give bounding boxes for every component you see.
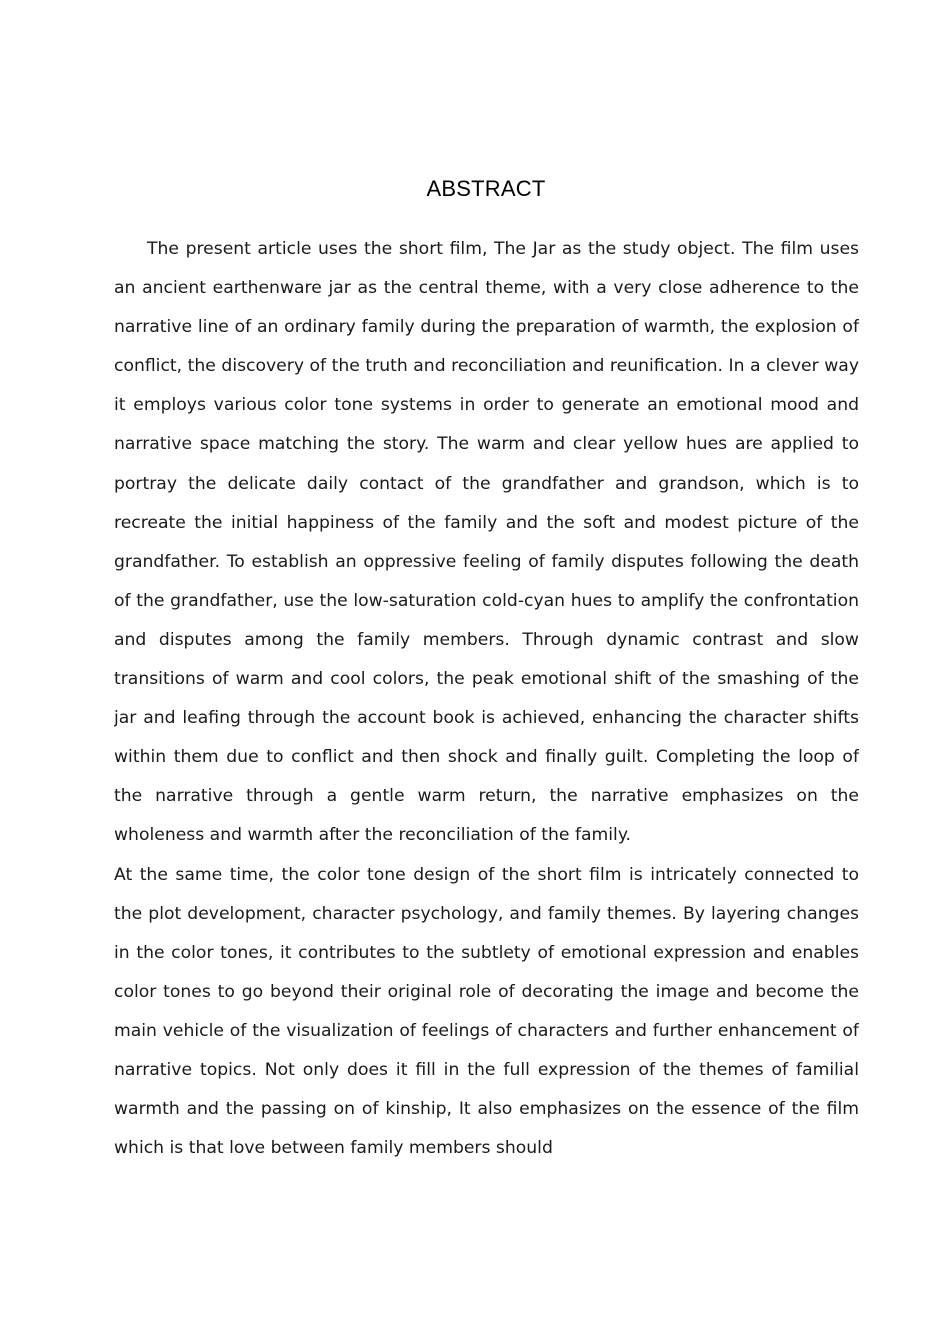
abstract-title: ABSTRACT bbox=[426, 176, 546, 201]
abstract-paragraph-1: The present article uses the short film, The Jar as the study object. The film uses an ancient earthenware jar as the central theme, with a very close adherence to the narrative line of an ordinary family during the preparation of warmth, the explosion of conflict, the discovery of the truth and reconciliation and reunification. In a clever way it employs various color tone systems in order to generate an emotional mood and narrative space matching the story. The warm and clear yellow hues are applied to portray the delicate daily contact of the grandfather and grandson, which is to recreate the initial happiness of the family and the soft and modest picture of the grandfather. To establish an oppressive feeling of family disputes following the death of the grandfather, use the low-saturation cold-cyan hues to amplify the confrontation and disputes among the family members. Through dynamic contrast and slow transitions of warm and cool colors, the peak emotional shift of the smashing of the jar and leafing through the account book is achieved, enhancing the character shifts within them due to conflict and then shock and finally guilt. Completing the loop of the narrative through a gentle warm return, the narrative emphasizes on the wholeness and warmth after the reconciliation of the family. bbox=[114, 239, 859, 846]
abstract-body bbox=[114, 230, 859, 1210]
abstract-paragraph-2: At the same time, the color tone design of the short film is intricately connected to the plot development, character psychology, and family themes. By layering changes in the color tones, it contributes to the subtlety of emotional expression and enables color tones to go beyond their original role of decorating the image and become the main vehicle of the visualization of feelings of characters and further enhancement of narrative topics. Not only does it fill in the full expression of the themes of familial warmth and the passing on of kinship, It also emphasizes on the essence of the film which is that love between family members should bbox=[114, 864, 859, 1159]
